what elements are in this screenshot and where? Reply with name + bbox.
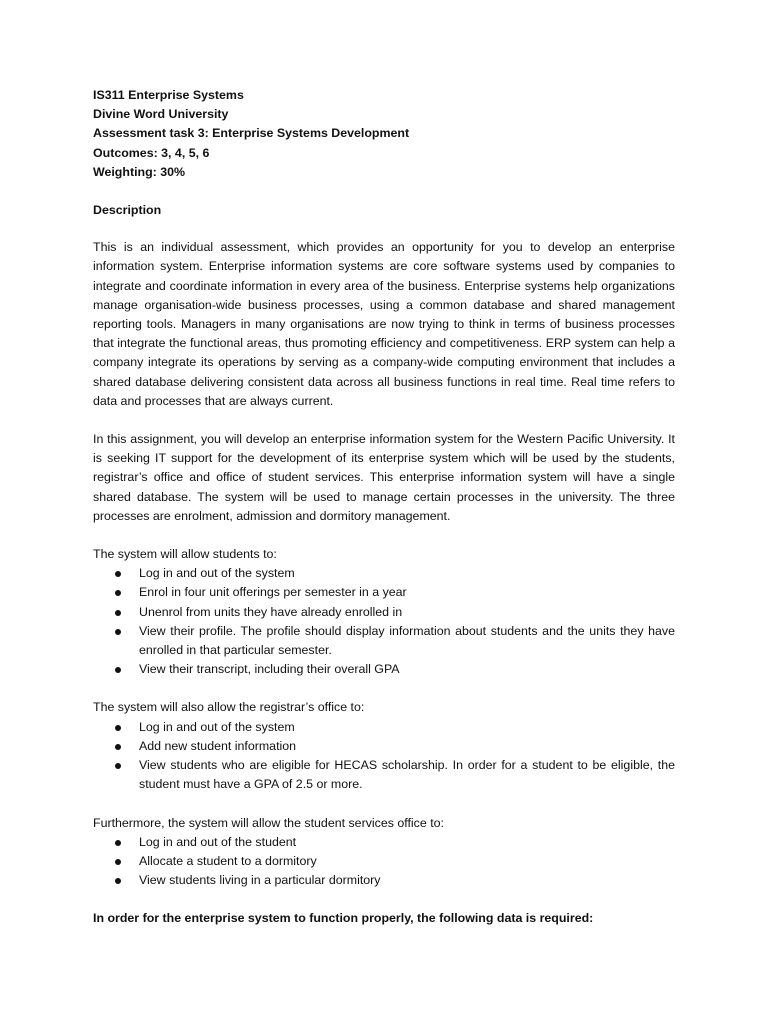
list-item: Add new student information	[93, 737, 675, 756]
assignment-paragraph: In this assignment, you will develop an enterprise information system for the Western Pacific University. It is seeking IT support for the development of its enterprise system which will be used by the students, registrar’s office and office of student services. This enterprise information system will have a single shared database. The system will be used to manage certain processes in the university. The three processes are enrolment, admission and dormitory management.	[93, 432, 675, 523]
students-list	[93, 564, 675, 679]
services-intro: Furthermore, the system will allow the student services office to:	[93, 815, 444, 830]
registrar-intro: The system will also allow the registrar’s office to:	[93, 700, 365, 715]
bullet-icon	[115, 629, 121, 635]
bullet-icon	[115, 763, 121, 769]
document-page	[93, 86, 675, 929]
list-item: View their profile. The profile should display information about students and the units they have enrolled in that particular semester.	[93, 622, 675, 660]
bullet-icon	[115, 744, 121, 750]
closing-statement: In order for the enterprise system to function properly, the following data is required:	[93, 911, 594, 926]
list-item: Unenrol from units they have already enrolled in	[93, 603, 675, 622]
course-title: IS311 Enterprise Systems	[93, 88, 244, 102]
outcomes: Outcomes: 3, 4, 5, 6	[93, 145, 210, 160]
list-item: Allocate a student to a dormitory	[93, 852, 675, 871]
bullet-icon	[115, 590, 121, 596]
list-item: View their transcript, including their overall GPA	[93, 660, 675, 679]
bullet-icon	[115, 571, 121, 577]
bullet-icon	[115, 840, 121, 846]
students-intro: The system will allow students to:	[93, 547, 277, 562]
bullet-icon	[115, 859, 121, 865]
list-item: View students who are eligible for HECAS scholarship. In order for a student to be eligible, the student must have a GPA of 2.5 or more.	[93, 756, 675, 794]
list-item: Log in and out of the system	[93, 564, 675, 583]
description-heading: Description	[93, 203, 162, 218]
bullet-icon	[115, 667, 121, 673]
list-item: Log in and out of the system	[93, 718, 675, 737]
bullet-icon	[115, 878, 121, 884]
weighting: Weighting: 30%	[93, 164, 186, 179]
assessment-task: Assessment task 3: Enterprise Systems Development	[93, 126, 410, 141]
list-item: View students living in a particular dormitory	[93, 871, 675, 890]
services-list	[93, 833, 675, 891]
list-item: Enrol in four unit offerings per semester in a year	[93, 583, 675, 602]
university-name: Divine Word University	[93, 107, 229, 122]
registrar-list	[93, 718, 675, 795]
description-paragraph: This is an individual assessment, which provides an opportunity for you to develop an enterprise information system. Enterprise information systems are core software systems used by companies to integrate and coordinate information in every area of the business. Enterprise systems help organizations manage organisation-wide business processes, using a common database and shared management reporting tools. Managers in many organisations are now trying to think in terms of business processes that integrate the functional areas, thus promoting efficiency and competitiveness. ERP system can help a company integrate its operations by serving as a company-wide computing environment that includes a shared database delivering consistent data across all business functions in real time. Real time refers to data and processes that are always current.	[93, 240, 675, 408]
bullet-icon	[115, 725, 121, 731]
list-item: Log in and out of the student	[93, 833, 675, 852]
bullet-icon	[115, 610, 121, 616]
